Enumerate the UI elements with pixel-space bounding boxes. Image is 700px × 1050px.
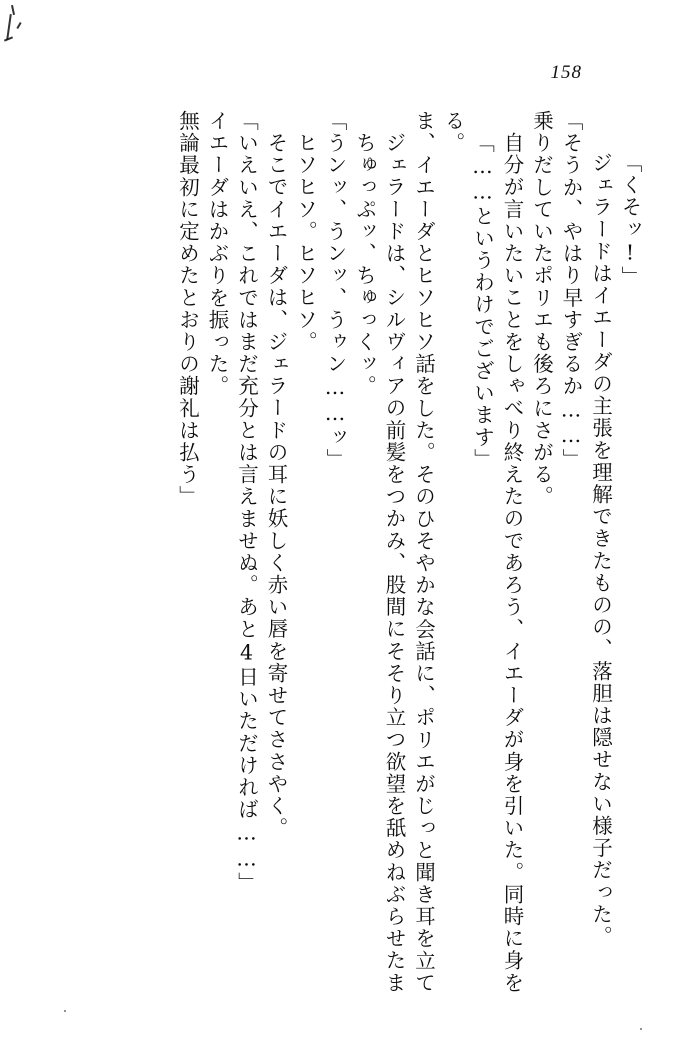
text-column: 「……というわけでございます」 <box>470 132 495 471</box>
text-column: ま、イエーダとヒソヒソ話をした。そのひそやかな会話に、ポリエがじっと聞き耳を立て <box>411 110 436 994</box>
text-column: ちゅっぷッ、ちゅっくッ。 <box>352 132 377 398</box>
scan-artifact-mark <box>16 22 21 29</box>
scan-speckle <box>640 1028 642 1030</box>
text-column: そこでイエーダは、ジェラードの耳に妖しく赤い唇を寄せてささやく。 <box>264 132 288 840</box>
page-number: 158 <box>550 62 582 83</box>
text-column: 「くそッ!」 <box>618 152 642 289</box>
text-column: 「そうか、やはり早すぎるか……」 <box>559 110 583 471</box>
text-column: 無論最初に定めたとおりの謝礼は払う」 <box>175 110 200 508</box>
scan-speckle <box>64 1010 66 1012</box>
text-column: る。 <box>441 110 465 155</box>
scan-artifact-mark <box>4 36 13 41</box>
text-column: ジェラードはイエーダの主張を理解できたものの、落胆は隠せない様子だった。 <box>588 152 613 948</box>
text-column: ヒソヒソ。ヒソヒソ。 <box>293 132 318 353</box>
text-column: 「いえいえ、これではまだ充分とは言えませぬ。あと4日いただければ……」 <box>234 110 259 894</box>
text-column: イエーダはかぶりを振った。 <box>205 110 229 398</box>
page-body <box>168 110 642 994</box>
text-column: 自分が言いたいことをしゃべり終えたのであろう、イエーダが身を引いた。同時に身を <box>500 132 524 994</box>
text-column: ジェラードは、シルヴィアの前髪をつかみ、股間にそそり立つ欲望を舐めねぶらせたま <box>382 132 406 994</box>
text-column: 乗りだしていたポリエも後ろにさがる。 <box>529 110 554 508</box>
text-column: 「うンッ、うンッ、うゥン……ッ」 <box>323 110 347 471</box>
